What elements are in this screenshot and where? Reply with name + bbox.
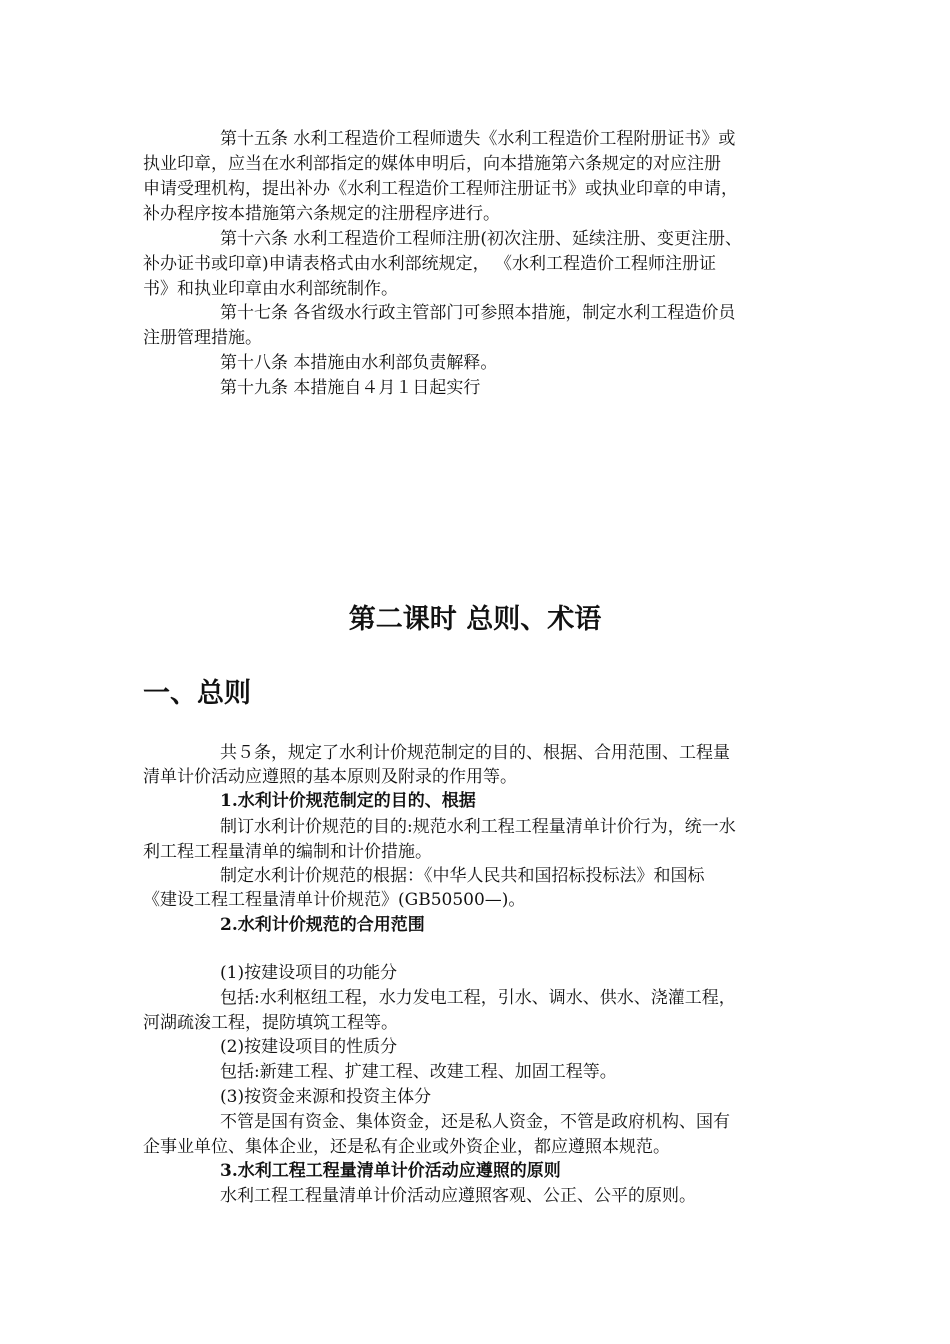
paragraph-line: 利工程工程量清单的编制和计价措施。 bbox=[143, 842, 432, 862]
subsection-title: 一、总则 bbox=[143, 678, 251, 709]
article-17-line-1: 第十七条 各省级水行政主管部门可参照本措施，制定水利工程造价员 bbox=[220, 303, 736, 323]
article-16-line-3: 书》和执业印章由水利部统制作。 bbox=[143, 279, 398, 299]
article-18: 第十八条 本措施由水利部负责解释。 bbox=[220, 353, 498, 373]
article-15-line-2: 执业印章，应当在水利部指定的媒体申明后，向本措施第六条规定的对应注册 bbox=[143, 154, 721, 174]
paragraph-line: 企事业单位、集体企业，还是私有企业或外资企业，都应遵照本规范。 bbox=[143, 1137, 670, 1157]
paragraph-line: 不管是国有资金、集体资金，还是私人资金，不管是政府机构、国有 bbox=[220, 1112, 730, 1132]
paragraph-line: 河湖疏浚工程，提防填筑工程等。 bbox=[143, 1013, 398, 1033]
article-16-line-2: 补办证书或印章)申请表格式由水利部统规定， 《水利工程造价工程师注册证 bbox=[143, 254, 717, 274]
sub-item-2: (2)按建设项目的性质分 bbox=[220, 1037, 398, 1057]
sub-item-1: (1)按建设项目的功能分 bbox=[220, 963, 398, 983]
paragraph-line: 共５条，规定了水利计价规范制定的目的、根据、合用范围、工程量 bbox=[220, 743, 730, 763]
item-heading-2: 2.水利计价规范的合用范围 bbox=[220, 915, 425, 935]
paragraph-line: 制定水利计价规范的根据：《中华人民共和国招标投标法》和国标 bbox=[220, 866, 705, 886]
article-16-line-1: 第十六条 水利工程造价工程师注册(初次注册、延续注册、变更注册、 bbox=[220, 229, 743, 249]
article-15-line-4: 补办程序按本措施第六条规定的注册程序进行。 bbox=[143, 204, 500, 224]
article-17-line-2: 注册管理措施。 bbox=[143, 328, 262, 348]
item-heading-1: 1.水利计价规范制定的目的、根据 bbox=[220, 791, 476, 811]
article-15-line-1: 第十五条 水利工程造价工程师遗失《水利工程造价工程附册证书》或 bbox=[220, 129, 736, 149]
sub-item-3: (3)按资金来源和投资主体分 bbox=[220, 1087, 432, 1107]
item-heading-3: 3.水利工程工程量清单计价活动应遵照的原则 bbox=[220, 1161, 561, 1181]
paragraph-line: 清单计价活动应遵照的基本原则及附录的作用等。 bbox=[143, 767, 517, 787]
paragraph-line: 包括:水利枢纽工程，水力发电工程，引水、调水、供水、浇灌工程， bbox=[220, 988, 736, 1008]
paragraph-line: 包括:新建工程、扩建工程、改建工程、加固工程等。 bbox=[220, 1062, 617, 1082]
paragraph-line: 水利工程工程量清单计价活动应遵照客观、公正、公平的原则。 bbox=[220, 1186, 696, 1206]
section-title: 第二课时 总则、术语 bbox=[348, 604, 602, 635]
paragraph-line: 《建设工程工程量清单计价规范》(GB50500—)。 bbox=[143, 890, 526, 910]
paragraph-line: 制订水利计价规范的目的:规范水利工程工程量清单计价行为，统一水 bbox=[220, 817, 736, 837]
article-19: 第十九条 本措施自４月１日起实行 bbox=[220, 378, 481, 398]
article-15-line-3: 申请受理机构，提出补办《水利工程造价工程师注册证书》或执业印章的申请， bbox=[143, 179, 738, 199]
